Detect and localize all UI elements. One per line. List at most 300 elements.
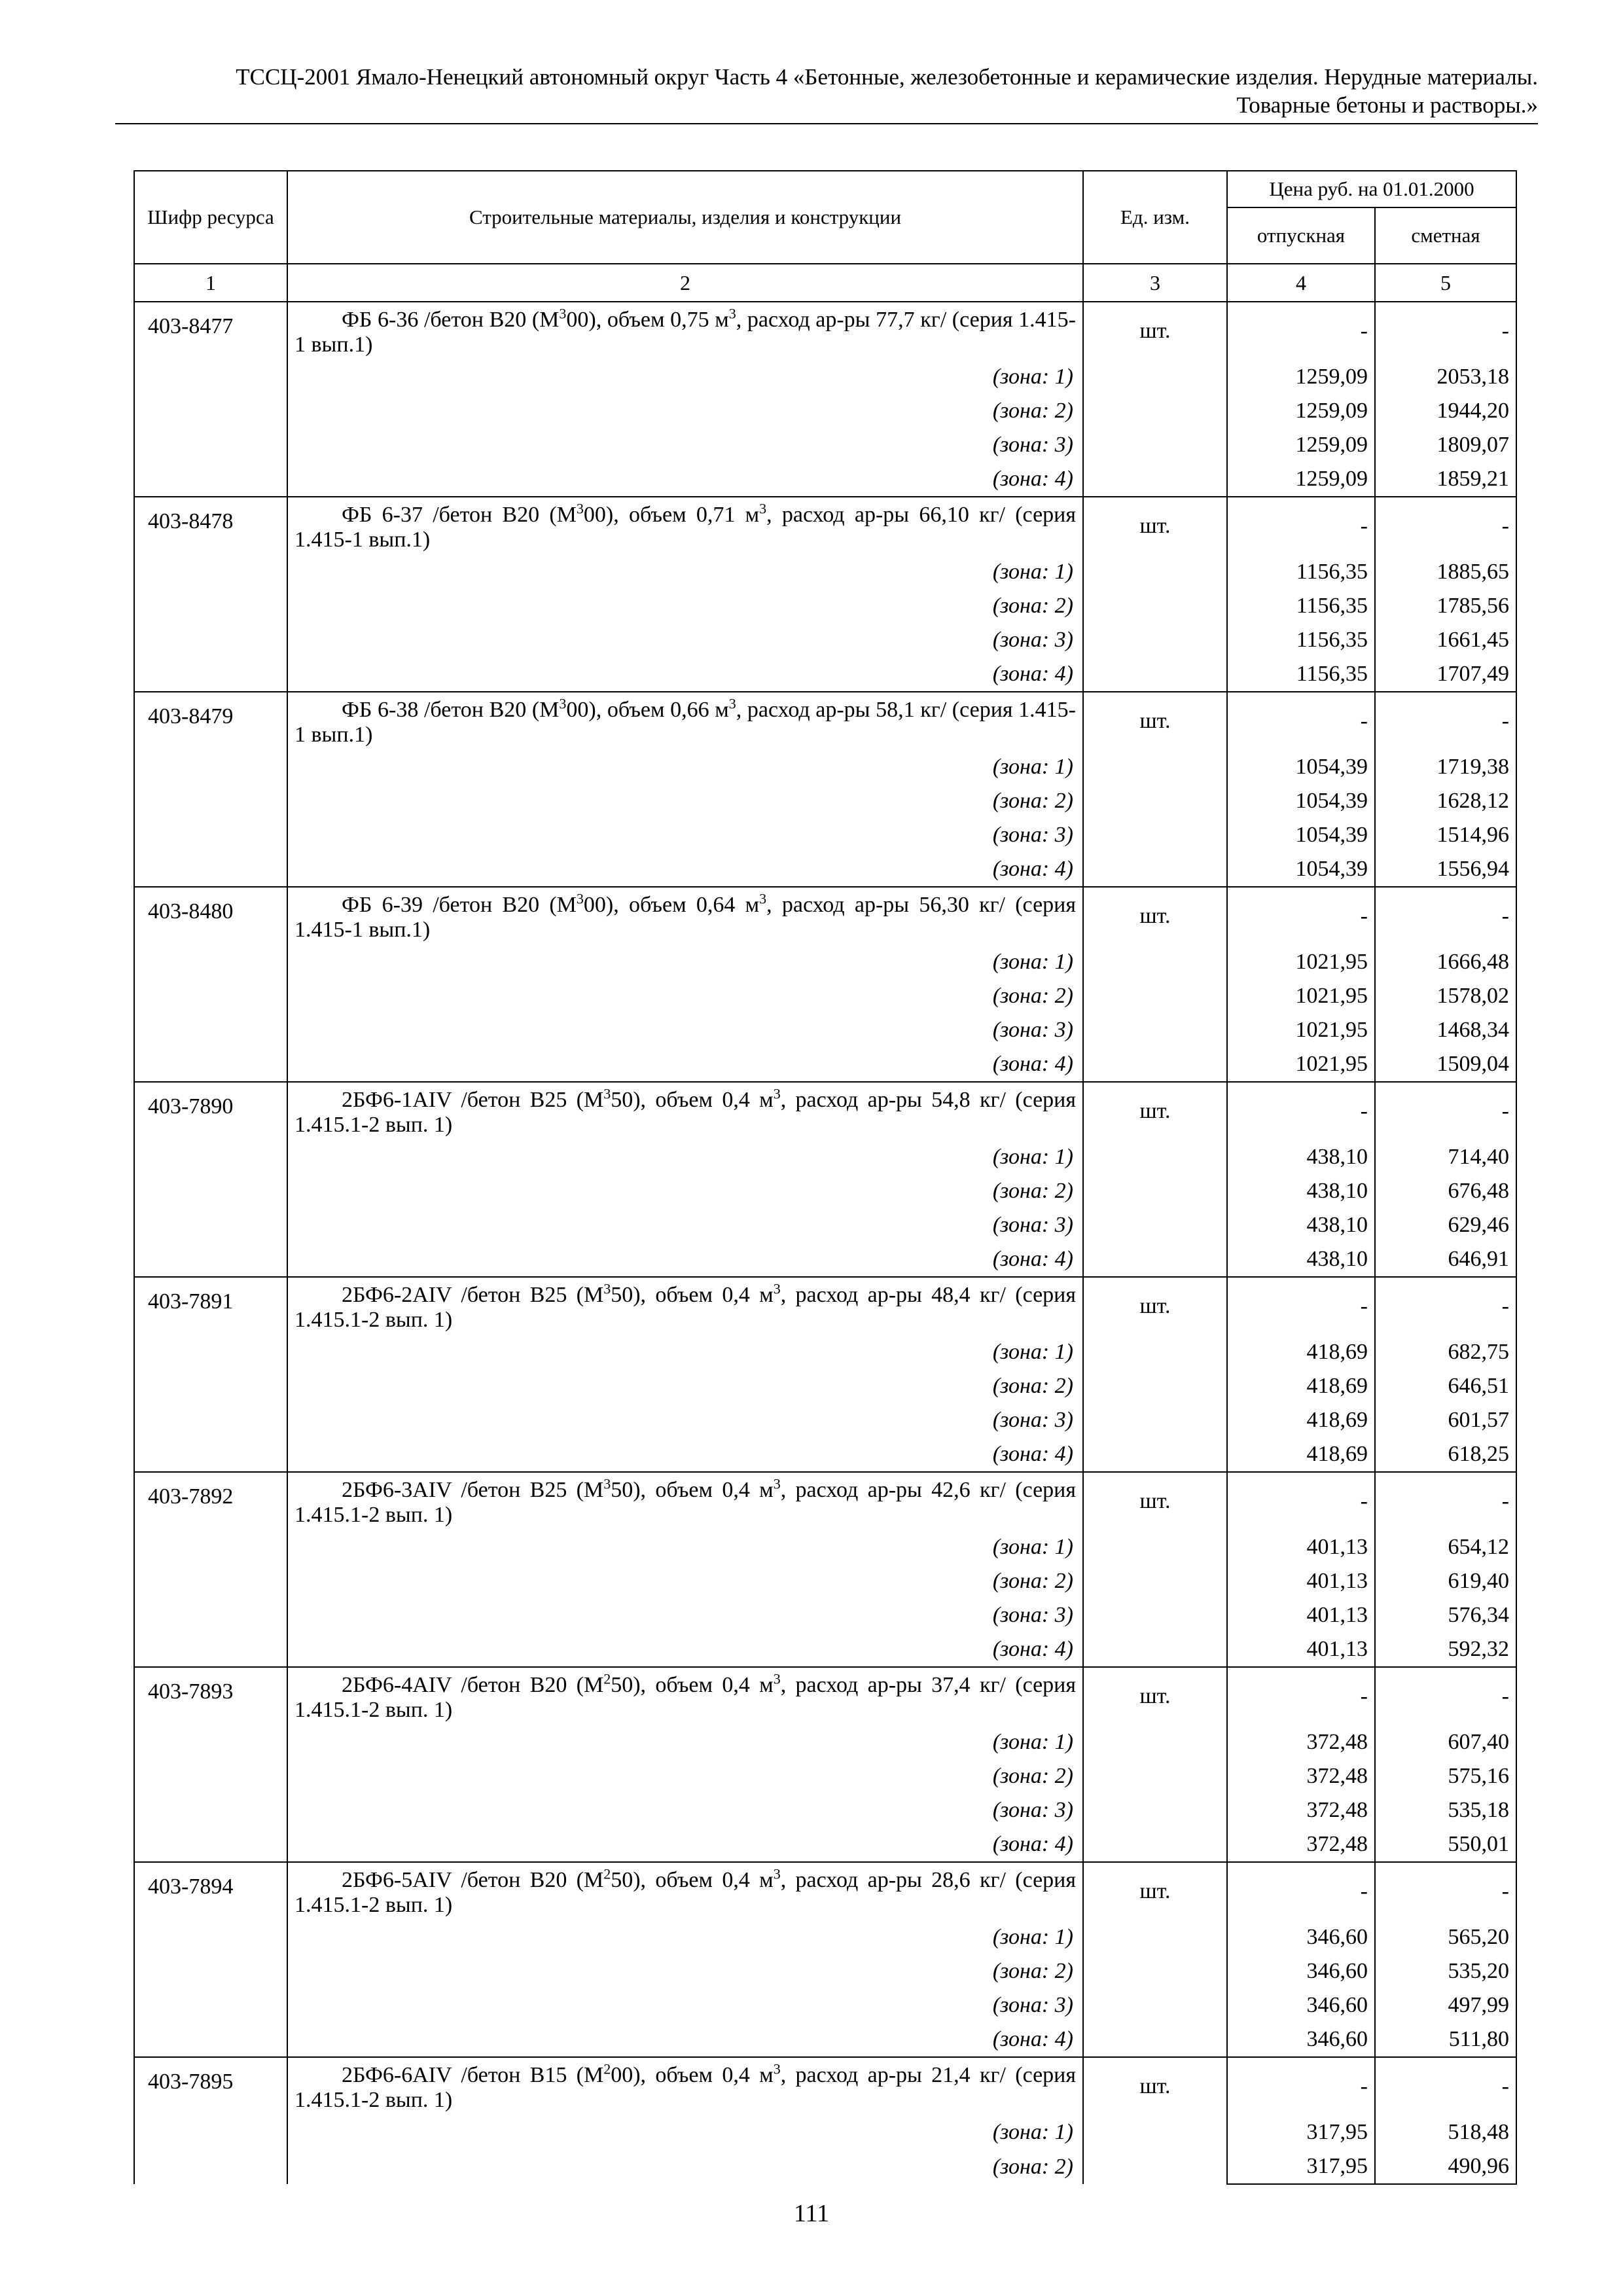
unit-cell — [1083, 2115, 1227, 2149]
resource-entry — [134, 887, 1516, 1082]
document-header — [115, 63, 1538, 124]
header-release-price: отпускная — [1227, 207, 1375, 264]
release-price-cell: 438,10 — [1227, 1140, 1375, 1174]
superscript: 3 — [728, 305, 736, 322]
zone-row — [134, 945, 1516, 979]
header-name: Строительные материалы, изделия и конструкции — [287, 171, 1083, 264]
superscript: 3 — [559, 305, 567, 322]
estimate-price-cell: 565,20 — [1375, 1920, 1516, 1954]
unit-cell — [1083, 1920, 1227, 1954]
description-part: 50), объем 0,4 м — [611, 1478, 774, 1502]
estimate-price-cell: 629,46 — [1375, 1208, 1516, 1242]
release-price-cell: 418,69 — [1227, 1437, 1375, 1472]
release-price-cell: 438,10 — [1227, 1242, 1375, 1277]
unit-cell — [1083, 2149, 1227, 2184]
zone-row — [134, 1954, 1516, 1988]
description-part: , расход ар-ры 77,7 кг/ (серия 1.415-1 вып.1) — [294, 308, 1076, 357]
zone-label: (зона: 1) — [287, 1140, 1083, 1174]
unit-cell — [1083, 589, 1227, 623]
header-line-2: Товарные бетоны и растворы.» — [1236, 92, 1538, 118]
resource-entry — [134, 302, 1516, 497]
description-part: 50), объем 0,4 м — [611, 1088, 774, 1112]
unit-cell: шт. — [1083, 692, 1227, 750]
entry-main-row — [134, 2057, 1516, 2115]
description-part: 00), объем 0,64 м — [583, 893, 760, 917]
resource-code: 403-7895 — [134, 2057, 287, 2184]
estimate-price-cell: 535,20 — [1375, 1954, 1516, 1988]
zone-label: (зона: 2) — [287, 1564, 1083, 1598]
unit-cell — [1083, 623, 1227, 657]
column-number: 2 — [287, 264, 1083, 302]
unit-cell — [1083, 750, 1227, 784]
zone-row — [134, 360, 1516, 394]
zone-row — [134, 428, 1516, 462]
resource-description — [287, 2057, 1083, 2115]
zone-label: (зона: 1) — [287, 945, 1083, 979]
superscript: 3 — [759, 500, 767, 517]
release-price-cell: 1021,95 — [1227, 1013, 1375, 1047]
entry-main-row — [134, 1082, 1516, 1140]
resource-description — [287, 1472, 1083, 1530]
zone-row — [134, 750, 1516, 784]
unit-cell: шт. — [1083, 1082, 1227, 1140]
estimate-price-cell: 646,51 — [1375, 1369, 1516, 1403]
entry-main-row — [134, 1472, 1516, 1530]
unit-cell — [1083, 1242, 1227, 1277]
resource-description — [287, 1082, 1083, 1140]
resource-entry — [134, 2057, 1516, 2184]
estimate-price-cell: 1809,07 — [1375, 428, 1516, 462]
unit-cell — [1083, 360, 1227, 394]
release-price-cell: 1021,95 — [1227, 945, 1375, 979]
release-price-cell: - — [1227, 497, 1375, 555]
zone-label: (зона: 2) — [287, 1954, 1083, 1988]
zone-label: (зона: 2) — [287, 2149, 1083, 2184]
unit-cell — [1083, 1335, 1227, 1369]
zone-row — [134, 818, 1516, 852]
estimate-price-cell: 1514,96 — [1375, 818, 1516, 852]
entry-main-row — [134, 692, 1516, 750]
estimate-price-cell: 592,32 — [1375, 1632, 1516, 1667]
zone-label: (зона: 3) — [287, 1403, 1083, 1437]
estimate-price-cell: 535,18 — [1375, 1793, 1516, 1827]
resource-description — [287, 1862, 1083, 1920]
entry-main-row — [134, 302, 1516, 360]
description-part: , расход ар-ры 28,6 кг/ (серия 1.415.1-2 вып. 1) — [294, 1868, 1076, 1917]
resource-entry — [134, 1277, 1516, 1472]
resource-entry — [134, 692, 1516, 887]
unit-cell — [1083, 1988, 1227, 2022]
zone-row — [134, 1725, 1516, 1759]
resource-entry — [134, 1862, 1516, 2057]
release-price-cell: - — [1227, 1277, 1375, 1335]
zone-row — [134, 2149, 1516, 2184]
page-number: 111 — [793, 2200, 830, 2227]
release-price-cell: 1054,39 — [1227, 852, 1375, 887]
release-price-cell: 1259,09 — [1227, 428, 1375, 462]
release-price-cell: 1054,39 — [1227, 784, 1375, 818]
estimate-price-cell: 511,80 — [1375, 2022, 1516, 2057]
estimate-price-cell: 1885,65 — [1375, 555, 1516, 589]
estimate-price-cell: - — [1375, 692, 1516, 750]
zone-label: (зона: 3) — [287, 1598, 1083, 1632]
estimate-price-cell: 550,01 — [1375, 1827, 1516, 1862]
description-part: ФБ 6-36 /бетон В20 (М — [342, 308, 560, 332]
release-price-cell: 1156,35 — [1227, 589, 1375, 623]
zone-row — [134, 1793, 1516, 1827]
unit-cell — [1083, 852, 1227, 887]
entry-main-row — [134, 1277, 1516, 1335]
resource-code: 403-7893 — [134, 1667, 287, 1862]
resource-code: 403-8479 — [134, 692, 287, 887]
release-price-cell: 1259,09 — [1227, 360, 1375, 394]
description-part: , расход ар-ры 21,4 кг/ (серия 1.415.1-2 вып. 1) — [294, 2063, 1076, 2112]
resource-entry — [134, 1472, 1516, 1667]
zone-label: (зона: 4) — [287, 1632, 1083, 1667]
estimate-price-cell: 607,40 — [1375, 1725, 1516, 1759]
description-part: 2БФ6-4АIV /бетон В20 (М — [342, 1673, 604, 1697]
header-unit: Ед. изм. — [1083, 171, 1227, 264]
superscript: 3 — [603, 1085, 611, 1102]
unit-cell — [1083, 1437, 1227, 1472]
release-price-cell: - — [1227, 2057, 1375, 2115]
resource-description — [287, 1667, 1083, 1725]
unit-cell — [1083, 1598, 1227, 1632]
zone-row — [134, 555, 1516, 589]
description-part: 2БФ6-2АIV /бетон В25 (М — [342, 1283, 604, 1307]
release-price-cell: - — [1227, 1472, 1375, 1530]
release-price-cell: 1054,39 — [1227, 818, 1375, 852]
release-price-cell: 1156,35 — [1227, 555, 1375, 589]
superscript: 3 — [576, 890, 584, 907]
header-code: Шифр ресурса — [134, 171, 287, 264]
release-price-cell: 401,13 — [1227, 1530, 1375, 1564]
zone-row — [134, 852, 1516, 887]
estimate-price-cell: 682,75 — [1375, 1335, 1516, 1369]
zone-row — [134, 1403, 1516, 1437]
estimate-price-cell: 714,40 — [1375, 1140, 1516, 1174]
column-number: 1 — [134, 264, 287, 302]
zone-label: (зона: 4) — [287, 2022, 1083, 2057]
zone-row — [134, 979, 1516, 1013]
description-part: 50), объем 0,4 м — [611, 1868, 774, 1892]
release-price-cell: 1156,35 — [1227, 623, 1375, 657]
resource-description — [287, 497, 1083, 555]
zone-label: (зона: 1) — [287, 2115, 1083, 2149]
estimate-price-cell: 1666,48 — [1375, 945, 1516, 979]
release-price-cell: 418,69 — [1227, 1335, 1375, 1369]
release-price-cell: 438,10 — [1227, 1174, 1375, 1208]
description-part: , расход ар-ры 58,1 кг/ (серия 1.415-1 вып.1) — [294, 698, 1076, 747]
estimate-price-cell: - — [1375, 1472, 1516, 1530]
estimate-price-cell: 1628,12 — [1375, 784, 1516, 818]
estimate-price-cell: 1509,04 — [1375, 1047, 1516, 1082]
unit-cell — [1083, 979, 1227, 1013]
unit-cell — [1083, 1759, 1227, 1793]
zone-label: (зона: 1) — [287, 1725, 1083, 1759]
unit-cell: шт. — [1083, 2057, 1227, 2115]
superscript: 3 — [603, 1280, 611, 1297]
zone-row — [134, 1632, 1516, 1667]
unit-cell — [1083, 1140, 1227, 1174]
resource-code: 403-7890 — [134, 1082, 287, 1277]
estimate-price-cell: - — [1375, 1667, 1516, 1725]
zone-row — [134, 1920, 1516, 1954]
description-part: , расход ар-ры 37,4 кг/ (серия 1.415.1-2 вып. 1) — [294, 1673, 1076, 1722]
zone-label: (зона: 3) — [287, 1988, 1083, 2022]
estimate-price-cell: 518,48 — [1375, 2115, 1516, 2149]
estimate-price-cell: - — [1375, 302, 1516, 360]
estimate-price-cell: 2053,18 — [1375, 360, 1516, 394]
header-estimate-price: сметная — [1375, 207, 1516, 264]
estimate-price-cell: 490,96 — [1375, 2149, 1516, 2184]
zone-row — [134, 1598, 1516, 1632]
estimate-price-cell: 646,91 — [1375, 1242, 1516, 1277]
column-number: 5 — [1375, 264, 1516, 302]
unit-cell — [1083, 2022, 1227, 2057]
unit-cell — [1083, 1403, 1227, 1437]
estimate-price-cell: - — [1375, 1862, 1516, 1920]
zone-row — [134, 462, 1516, 497]
description-part: , расход ар-ры 54,8 кг/ (серия 1.415.1-2 вып. 1) — [294, 1088, 1076, 1137]
unit-cell — [1083, 657, 1227, 692]
description-part: 2БФ6-1АIV /бетон В25 (М — [342, 1088, 604, 1112]
resource-description — [287, 1277, 1083, 1335]
unit-cell — [1083, 462, 1227, 497]
unit-cell — [1083, 784, 1227, 818]
release-price-cell: 401,13 — [1227, 1632, 1375, 1667]
superscript: 3 — [773, 1475, 781, 1492]
entry-main-row — [134, 497, 1516, 555]
description-part: ФБ 6-38 /бетон В20 (М — [342, 698, 560, 722]
superscript: 3 — [773, 2060, 781, 2077]
estimate-price-cell: - — [1375, 2057, 1516, 2115]
zone-label: (зона: 4) — [287, 1437, 1083, 1472]
zone-row — [134, 1988, 1516, 2022]
description-part: 00), объем 0,75 м — [566, 308, 729, 332]
column-number: 3 — [1083, 264, 1227, 302]
estimate-price-cell: - — [1375, 887, 1516, 945]
superscript: 3 — [559, 695, 567, 712]
resource-entry — [134, 1082, 1516, 1277]
estimate-price-cell: 676,48 — [1375, 1174, 1516, 1208]
unit-cell: шт. — [1083, 302, 1227, 360]
release-price-cell: - — [1227, 1667, 1375, 1725]
release-price-cell: 1259,09 — [1227, 462, 1375, 497]
zone-row — [134, 1013, 1516, 1047]
unit-cell — [1083, 1632, 1227, 1667]
estimate-price-cell: 1661,45 — [1375, 623, 1516, 657]
estimate-price-cell: - — [1375, 497, 1516, 555]
unit-cell — [1083, 1827, 1227, 1862]
resource-description — [287, 692, 1083, 750]
unit-cell — [1083, 1793, 1227, 1827]
zone-label: (зона: 4) — [287, 852, 1083, 887]
release-price-cell: - — [1227, 1862, 1375, 1920]
estimate-price-cell: 575,16 — [1375, 1759, 1516, 1793]
zone-row — [134, 1242, 1516, 1277]
zone-row — [134, 657, 1516, 692]
estimate-price-cell: 497,99 — [1375, 1988, 1516, 2022]
description-part: 50), объем 0,4 м — [611, 1673, 774, 1697]
zone-row — [134, 1174, 1516, 1208]
description-part: , расход ар-ры 66,10 кг/ (серия 1.415-1 вып.1) — [294, 503, 1076, 552]
estimate-price-cell: 1719,38 — [1375, 750, 1516, 784]
zone-label: (зона: 3) — [287, 1208, 1083, 1242]
release-price-cell: 346,60 — [1227, 1988, 1375, 2022]
release-price-cell: 346,60 — [1227, 1920, 1375, 1954]
unit-cell — [1083, 428, 1227, 462]
release-price-cell: - — [1227, 302, 1375, 360]
unit-cell — [1083, 1564, 1227, 1598]
resource-code: 403-7891 — [134, 1277, 287, 1472]
description-part: , расход ар-ры 48,4 кг/ (серия 1.415.1-2 вып. 1) — [294, 1283, 1076, 1332]
entry-main-row — [134, 1862, 1516, 1920]
description-part: 2БФ6-5АIV /бетон В20 (М — [342, 1868, 604, 1892]
superscript: 2 — [603, 2060, 611, 2077]
description-part: , расход ар-ры 56,30 кг/ (серия 1.415-1 вып.1) — [294, 893, 1076, 942]
zone-row — [134, 1047, 1516, 1082]
estimate-price-cell: 654,12 — [1375, 1530, 1516, 1564]
release-price-cell: 401,13 — [1227, 1564, 1375, 1598]
superscript: 3 — [603, 1475, 611, 1492]
zone-row — [134, 1369, 1516, 1403]
estimate-price-cell: 1707,49 — [1375, 657, 1516, 692]
zone-label: (зона: 2) — [287, 1759, 1083, 1793]
release-price-cell: 401,13 — [1227, 1598, 1375, 1632]
unit-cell — [1083, 1725, 1227, 1759]
resource-description — [287, 302, 1083, 360]
unit-cell: шт. — [1083, 887, 1227, 945]
description-part: ФБ 6-39 /бетон В20 (М — [342, 893, 577, 917]
zone-row — [134, 623, 1516, 657]
zone-label: (зона: 3) — [287, 623, 1083, 657]
superscript: 3 — [773, 1085, 781, 1102]
resource-code: 403-8478 — [134, 497, 287, 692]
release-price-cell: 1054,39 — [1227, 750, 1375, 784]
release-price-cell: - — [1227, 692, 1375, 750]
unit-cell — [1083, 818, 1227, 852]
unit-cell — [1083, 1047, 1227, 1082]
superscript: 3 — [773, 1865, 781, 1882]
zone-row — [134, 1335, 1516, 1369]
resource-code: 403-7894 — [134, 1862, 287, 2057]
description-part: , расход ар-ры 42,6 кг/ (серия 1.415.1-2 вып. 1) — [294, 1478, 1076, 1527]
superscript: 3 — [576, 500, 584, 517]
unit-cell — [1083, 1208, 1227, 1242]
entry-main-row — [134, 887, 1516, 945]
zone-label: (зона: 2) — [287, 979, 1083, 1013]
zone-label: (зона: 4) — [287, 1827, 1083, 1862]
release-price-cell: 1259,09 — [1227, 394, 1375, 428]
resource-entry — [134, 497, 1516, 692]
unit-cell: шт. — [1083, 1277, 1227, 1335]
zone-label: (зона: 4) — [287, 1047, 1083, 1082]
zone-row — [134, 394, 1516, 428]
zone-row — [134, 1208, 1516, 1242]
zone-label: (зона: 1) — [287, 750, 1083, 784]
release-price-cell: 317,95 — [1227, 2149, 1375, 2184]
zone-label: (зона: 2) — [287, 394, 1083, 428]
header-line-1: ТССЦ-2001 Ямало-Ненецкий автономный округ Часть 4 «Бетонные, железобетонные и керамические изделия. Нерудные материалы. — [236, 64, 1538, 90]
superscript: 3 — [759, 890, 767, 907]
zone-label: (зона: 4) — [287, 462, 1083, 497]
zone-label: (зона: 1) — [287, 555, 1083, 589]
description-part: ФБ 6-37 /бетон В20 (М — [342, 503, 577, 527]
release-price-cell: 1021,95 — [1227, 1047, 1375, 1082]
resource-code: 403-8480 — [134, 887, 287, 1082]
description-part: 2БФ6-3АIV /бетон В25 (М — [342, 1478, 604, 1502]
release-price-cell: 346,60 — [1227, 1954, 1375, 1988]
estimate-price-cell: 576,34 — [1375, 1598, 1516, 1632]
estimate-price-cell: 619,40 — [1375, 1564, 1516, 1598]
zone-row — [134, 1759, 1516, 1793]
superscript: 2 — [603, 1670, 611, 1687]
unit-cell: шт. — [1083, 497, 1227, 555]
price-table — [134, 170, 1517, 2185]
resource-code: 403-7892 — [134, 1472, 287, 1667]
superscript: 2 — [603, 1865, 611, 1882]
column-number: 4 — [1227, 264, 1375, 302]
resource-entry — [134, 1667, 1516, 1862]
release-price-cell: 1021,95 — [1227, 979, 1375, 1013]
resource-code: 403-8477 — [134, 302, 287, 497]
zone-label: (зона: 2) — [287, 1369, 1083, 1403]
estimate-price-cell: 1859,21 — [1375, 462, 1516, 497]
estimate-price-cell: - — [1375, 1277, 1516, 1335]
zone-label: (зона: 3) — [287, 1013, 1083, 1047]
estimate-price-cell: 1556,94 — [1375, 852, 1516, 887]
zone-label: (зона: 2) — [287, 1174, 1083, 1208]
release-price-cell: - — [1227, 887, 1375, 945]
unit-cell: шт. — [1083, 1862, 1227, 1920]
zone-label: (зона: 3) — [287, 428, 1083, 462]
unit-cell: шт. — [1083, 1667, 1227, 1725]
zone-row — [134, 1827, 1516, 1862]
zone-label: (зона: 2) — [287, 784, 1083, 818]
release-price-cell: 372,48 — [1227, 1725, 1375, 1759]
unit-cell — [1083, 945, 1227, 979]
zone-label: (зона: 3) — [287, 818, 1083, 852]
release-price-cell: 418,69 — [1227, 1369, 1375, 1403]
resource-description — [287, 887, 1083, 945]
zone-row — [134, 589, 1516, 623]
zone-row — [134, 1530, 1516, 1564]
zone-row — [134, 1564, 1516, 1598]
superscript: 3 — [773, 1280, 781, 1297]
unit-cell — [1083, 1013, 1227, 1047]
unit-cell — [1083, 394, 1227, 428]
unit-cell — [1083, 1954, 1227, 1988]
release-price-cell: 1156,35 — [1227, 657, 1375, 692]
zone-label: (зона: 4) — [287, 657, 1083, 692]
zone-label: (зона: 4) — [287, 1242, 1083, 1277]
release-price-cell: 372,48 — [1227, 1827, 1375, 1862]
zone-label: (зона: 1) — [287, 1530, 1083, 1564]
header-price: Цена руб. на 01.01.2000 — [1227, 171, 1516, 207]
superscript: 3 — [773, 1670, 781, 1687]
estimate-price-cell: 618,25 — [1375, 1437, 1516, 1472]
estimate-price-cell: - — [1375, 1082, 1516, 1140]
release-price-cell: 346,60 — [1227, 2022, 1375, 2057]
description-part: 00), объем 0,66 м — [566, 698, 729, 722]
zone-row — [134, 2115, 1516, 2149]
superscript: 3 — [728, 695, 736, 712]
zone-label: (зона: 2) — [287, 589, 1083, 623]
description-part: 00), объем 0,71 м — [583, 503, 760, 527]
zone-row — [134, 1140, 1516, 1174]
unit-cell: шт. — [1083, 1472, 1227, 1530]
